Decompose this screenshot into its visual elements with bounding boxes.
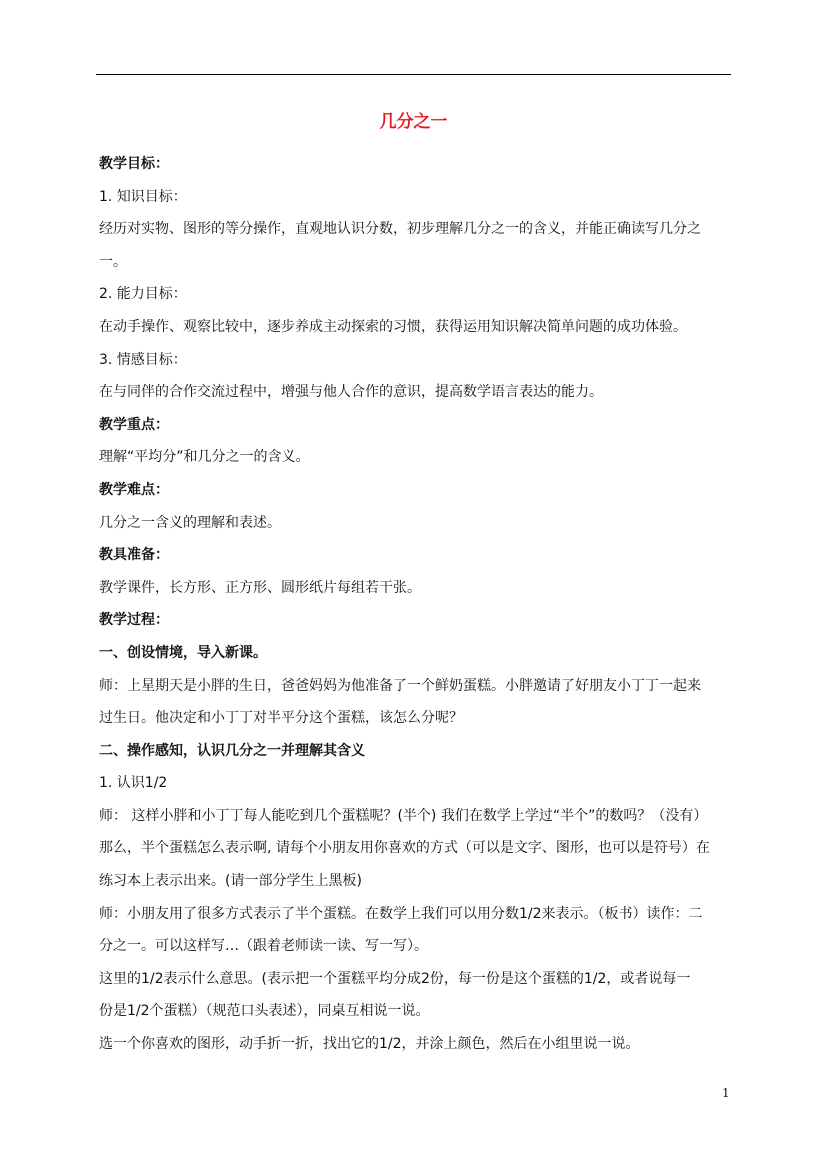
- body-line: 几分之一含义的理解和表述。: [99, 514, 281, 531]
- document-title: 几分之一: [379, 112, 448, 132]
- body-line: 3. 情感目标：: [99, 351, 187, 368]
- body-line: 理解“平均分”和几分之一的含义。: [99, 449, 310, 466]
- body-line: 份是1/2个蛋糕）（规范口头表述），同桌互相说一说。: [99, 1003, 430, 1020]
- body-line: 经历对实物、图形的等分操作，直观地认识分数，初步理解几分之一的含义，并能正确读写几分之: [99, 221, 701, 238]
- body-line: 分之一。可以这样写…（跟着老师读一读、写一写）。: [99, 938, 428, 955]
- body-line: 师：小朋友用了很多方式表示了半个蛋糕。在数学上我们可以用分数1/2来表示。（板书）读作：二: [99, 905, 703, 922]
- body-line: 在与同伴的合作交流过程中，增强与他人合作的意识，提高数学语言表达的能力。: [99, 384, 603, 401]
- body-line: 练习本上表示出来。(请一部分学生上黑板): [99, 873, 362, 890]
- section-heading: 一、创设情境，导入新课。: [99, 644, 267, 661]
- body-line: 选一个你喜欢的图形，动手折一折，找出它的1/2，并涂上颜色，然后在小组里说一说。: [99, 1036, 640, 1053]
- section-heading: 教学过程：: [99, 612, 169, 629]
- body-line: 2. 能力目标：: [99, 286, 187, 303]
- header-rule: [96, 74, 731, 75]
- body-line: 过生日。他决定和小丁丁对半平分这个蛋糕，该怎么分呢？: [99, 710, 463, 727]
- document-body: [99, 148, 731, 1061]
- section-heading: 教学重点：: [99, 416, 169, 433]
- page-number: 1: [722, 1086, 730, 1100]
- body-line: 一。: [99, 253, 127, 270]
- body-line: 教学课件，长方形、正方形、圆形纸片每组若干张。: [99, 579, 421, 596]
- body-line: 1. 认识1/2: [99, 775, 168, 792]
- body-line: 1. 知识目标：: [99, 188, 187, 205]
- body-line: 师：上星期天是小胖的生日，爸爸妈妈为他准备了一个鲜奶蛋糕。小胖邀请了好朋友小丁丁一起来: [99, 677, 701, 694]
- body-line: 那么，半个蛋糕怎么表示啊, 请每个小朋友用你喜欢的方式（可以是文字、图形，也可以是符号）在: [99, 840, 710, 857]
- body-line: 在动手操作、观察比较中，逐步养成主动探索的习惯，获得运用知识解决简单问题的成功体验。: [99, 318, 687, 335]
- section-heading: 教具准备：: [99, 547, 169, 564]
- body-line: 这里的1/2表示什么意思。(表示把一个蛋糕平均分成2份，每一份是这个蛋糕的1/2，或者说每一: [99, 970, 691, 987]
- section-heading: 教学难点：: [99, 481, 169, 498]
- body-line: 师： 这样小胖和小丁丁每人能吃到几个蛋糕呢？(半个) 我们在数学上学过“半个”的数吗？（没有）: [99, 807, 708, 824]
- section-heading: 教学目标：: [99, 156, 169, 172]
- section-heading: 二、操作感知，认识几分之一并理解其含义: [99, 742, 365, 759]
